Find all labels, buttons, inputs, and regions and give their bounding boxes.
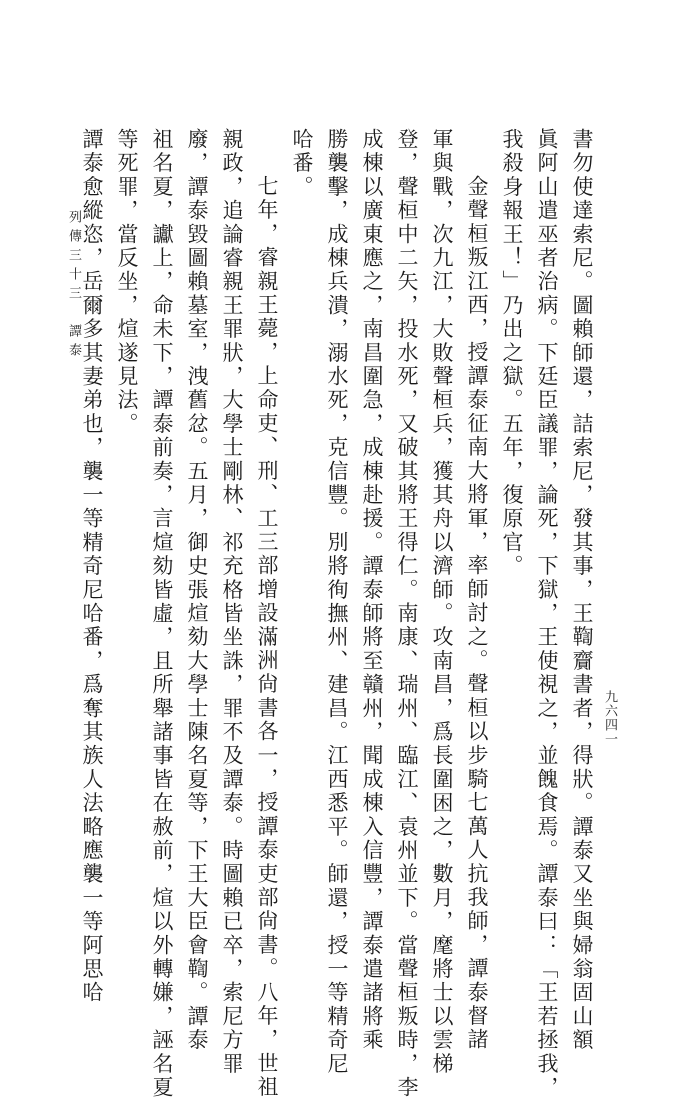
text-column-11: 親政，追論睿親王罪狀，大學士剛林、祁充格皆坐誅，罪不及譚泰。時圖賴已卒，索尼方罪 [220,128,244,1076]
text-column-3: 我殺身報王！」乃出之獄。五年，復原官。 [500,128,524,579]
page-number: 九六四一 [602,690,617,746]
text-column-5: 軍與戰，次九江，大敗聲桓兵，獲其舟以濟師。攻南昌，爲長圍困之，數月，麾將士以雲梯 [430,128,454,1076]
text-column-4: 金聲桓叛江西，授譚泰征南大將軍，率師討之。聲桓以步騎七萬人抗我師，譚泰督諸 [465,175,489,1052]
text-column-12: 廢，譚泰毀圖賴墓室，洩舊忿。五月，御史張煊劾大學士陳名夏等，下王大臣會鞫。譚泰 [185,128,209,1053]
text-column-6: 登，聲桓中二矢，投水死，又破其將王得仁。南康、瑞州、臨江、袁州並下。當聲桓叛時，李 [395,128,419,1100]
text-column-7: 成棟以廣東應之，南昌圍急，成棟赴援。譚泰師將至贛州，聞成棟入信豐，譚泰遣諸將乘 [360,128,384,1053]
running-head: 列傳三十三 譚泰 [66,210,81,362]
text-column-1: 書勿使達索尼。圖賴師還，詰索尼，發其事，王鞫齎書者，得狀。譚泰又坐與婦翁固山額 [570,128,594,1053]
text-column-8: 勝襲擊，成棟兵潰，溺水死，克信豐。別將徇撫州、建昌。江西悉平。師還，授一等精奇尼 [325,128,349,1076]
text-column-14: 等死罪，當反坐，煊遂見法。 [115,128,139,437]
text-column-10: 七年，睿親王薨，上命吏、刑、工三部增設滿洲尙書各一，授譚泰吏部尙書。八年，世祖 [255,175,279,1100]
text-column-9: 哈番。 [290,128,314,200]
text-column-13: 祖名夏，讞上，命未下，譚泰前奏，言煊劾皆虛，且所舉諸事皆在赦前，煊以外轉嫌，誣名夏 [150,128,174,1100]
text-column-15: 譚泰愈縱恣，岳爾多其妻弟也，襲一等精奇尼哈番，爲奪其族人法略應襲一等阿思哈 [80,128,104,1005]
text-column-2: 眞阿山遣巫者治病。下廷臣議罪，論死，下獄，王使視之，並餽食焉。譚泰曰：「王若拯我， [535,128,559,1100]
